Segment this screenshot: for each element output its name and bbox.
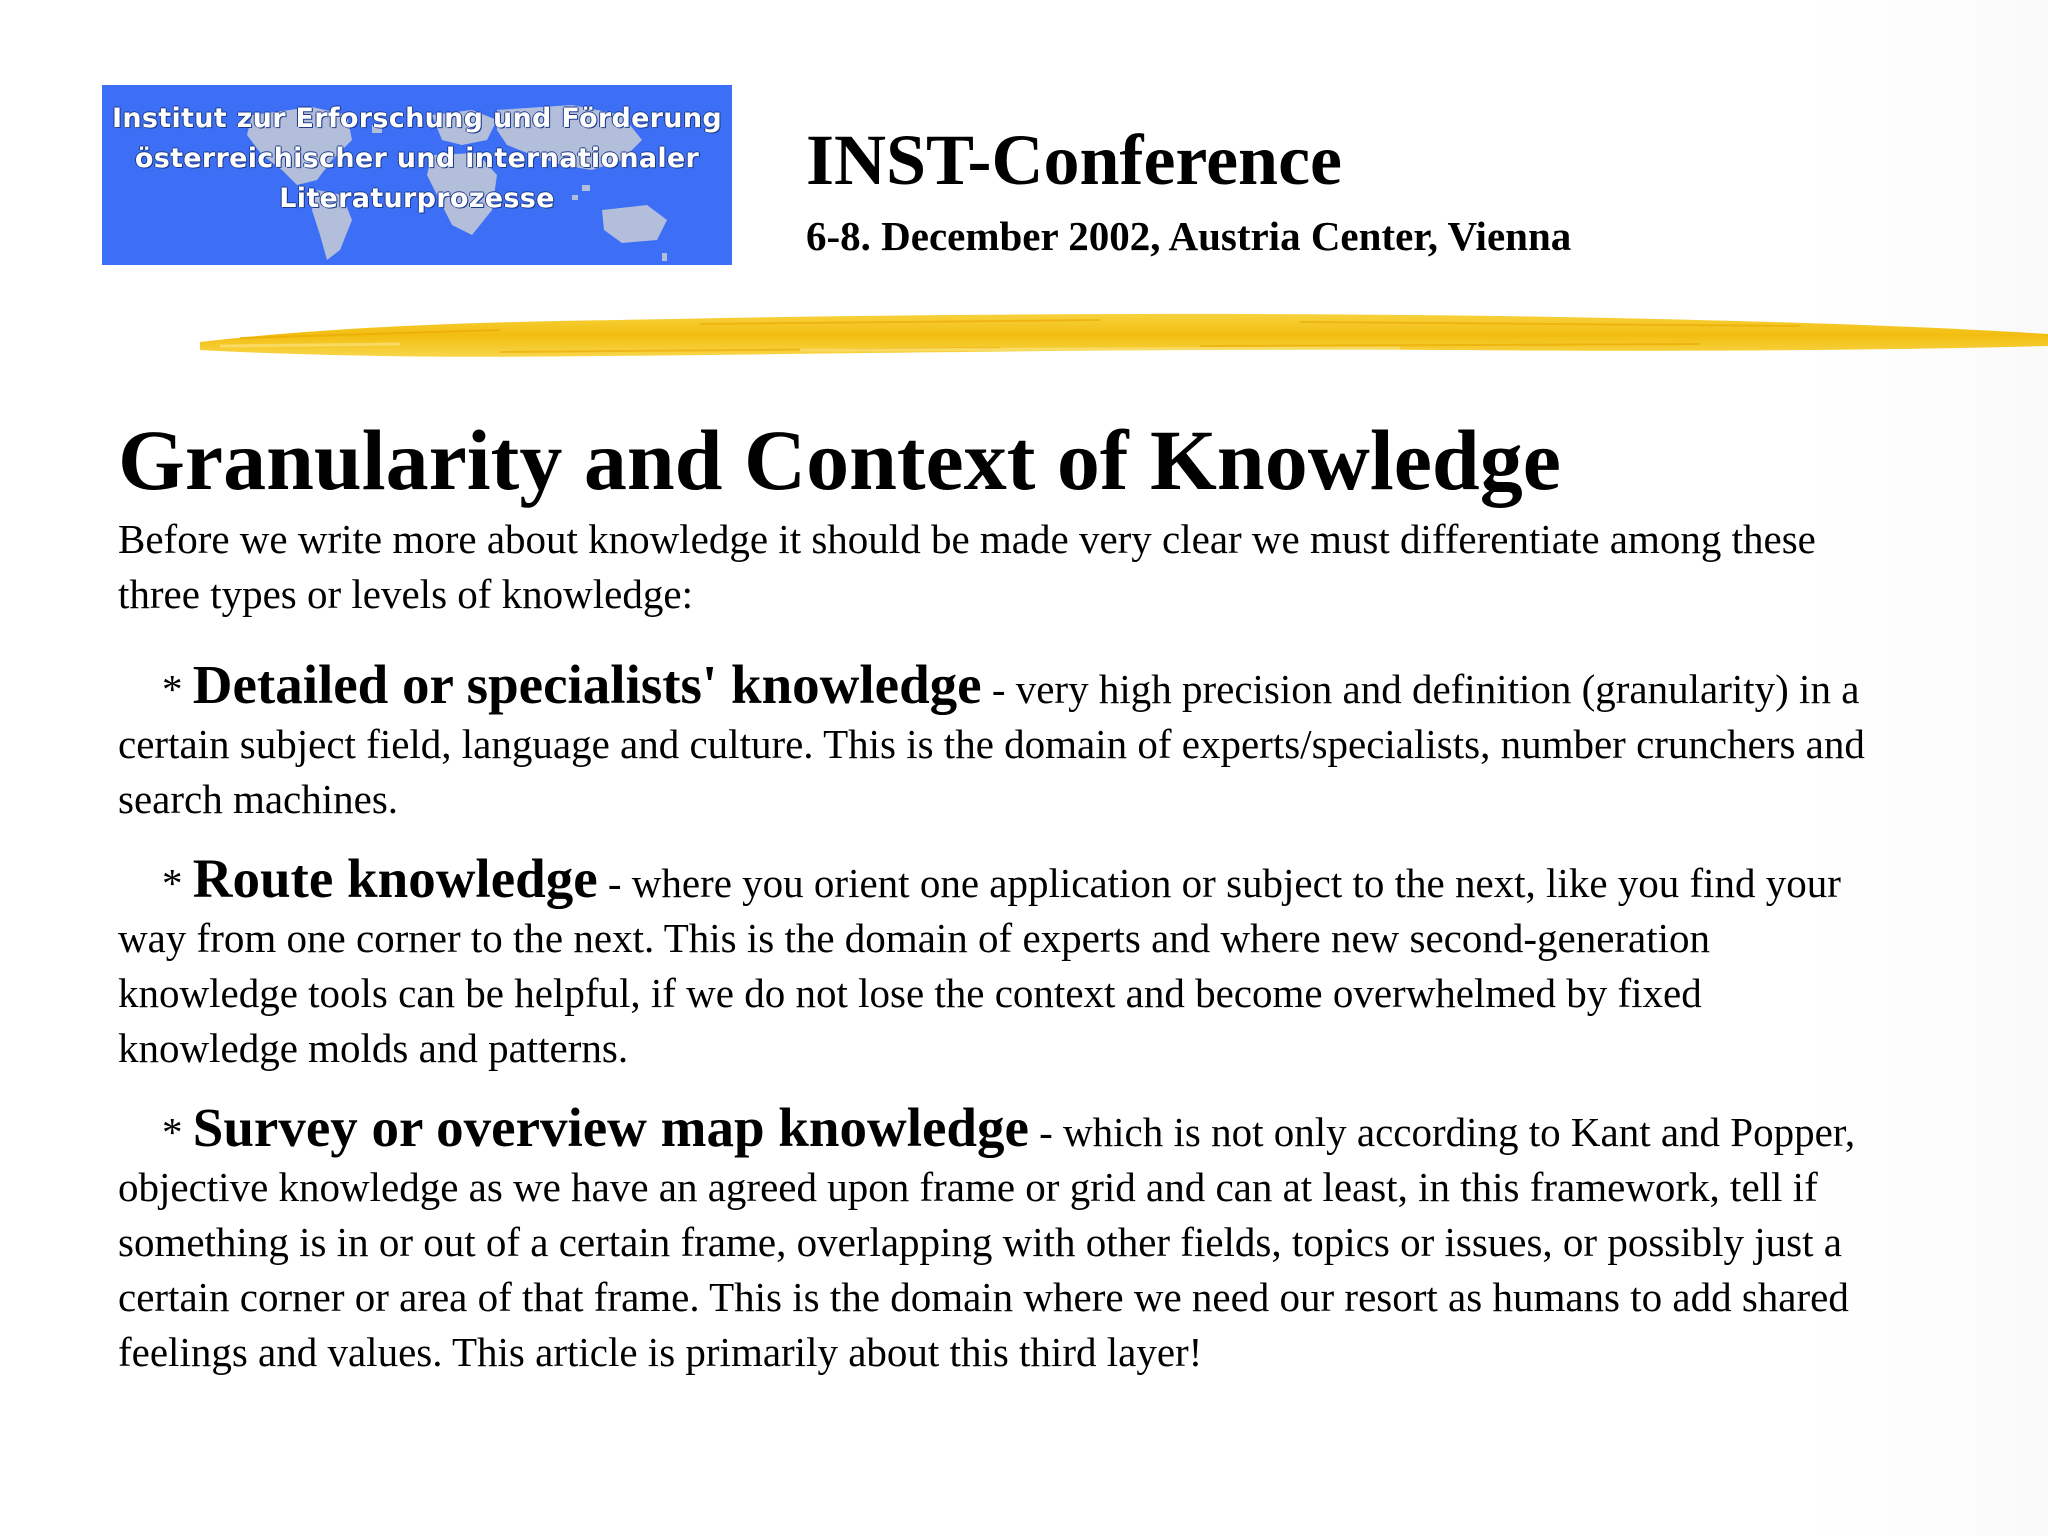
item-description: - very high precision and definition (granularity) in a certain subject field, language and culture. This is the domain of experts/specialists, number crunchers and search machines.: [118, 666, 1865, 822]
logo-line-2: österreichischer und internationaler: [134, 143, 700, 174]
bullet-star: *: [162, 666, 183, 712]
item-description: - which is not only according to Kant and Popper, objective knowledge as we have an agreed upon frame or grid and can at least, in this framework, tell if something is in or out of a certain frame, overlapping with other fields, topics or issues, or possibly just a certain corner or area of that frame. This is the domain where we need our resort as humans to add shared feelings and values. This article is primarily about this third layer!: [118, 1109, 1856, 1375]
item-description: - where you orient one application or subject to the next, like you find your way from one corner to the next. This is the domain of experts and where new second-generation knowledge tools can be helpful, if we do not lose the context and become overwhelmed by fixed knowledge molds and patterns.: [118, 860, 1841, 1071]
intro-paragraph: Before we write more about knowledge it should be made very clear we must differentiate among these three types or levels of knowledge:: [118, 516, 1816, 617]
item-term: Detailed or specialists' knowledge: [192, 654, 982, 715]
bullet-star: *: [162, 1109, 183, 1155]
logo-text: [102, 99, 732, 219]
conference-subtitle: 6-8. December 2002, Austria Center, Vienna: [806, 213, 1572, 259]
yellow-brush-stroke: [200, 300, 2048, 380]
institute-logo: [102, 85, 732, 265]
page-title: Granularity and Context of Knowledge: [118, 412, 1561, 508]
logo-line-1: Institut zur Erforschung und Förderung: [112, 103, 722, 134]
list-item: [118, 654, 1878, 827]
list-item: [118, 848, 1878, 1076]
article-body: [118, 512, 1878, 1404]
item-term: Route knowledge: [192, 848, 598, 909]
list-item: [118, 1097, 1878, 1380]
logo-line-3: Literaturprozesse: [279, 183, 555, 214]
item-term: Survey or overview map knowledge: [192, 1097, 1029, 1158]
bullet-star: *: [162, 860, 183, 906]
conference-title: INST-Conference: [806, 120, 1342, 200]
